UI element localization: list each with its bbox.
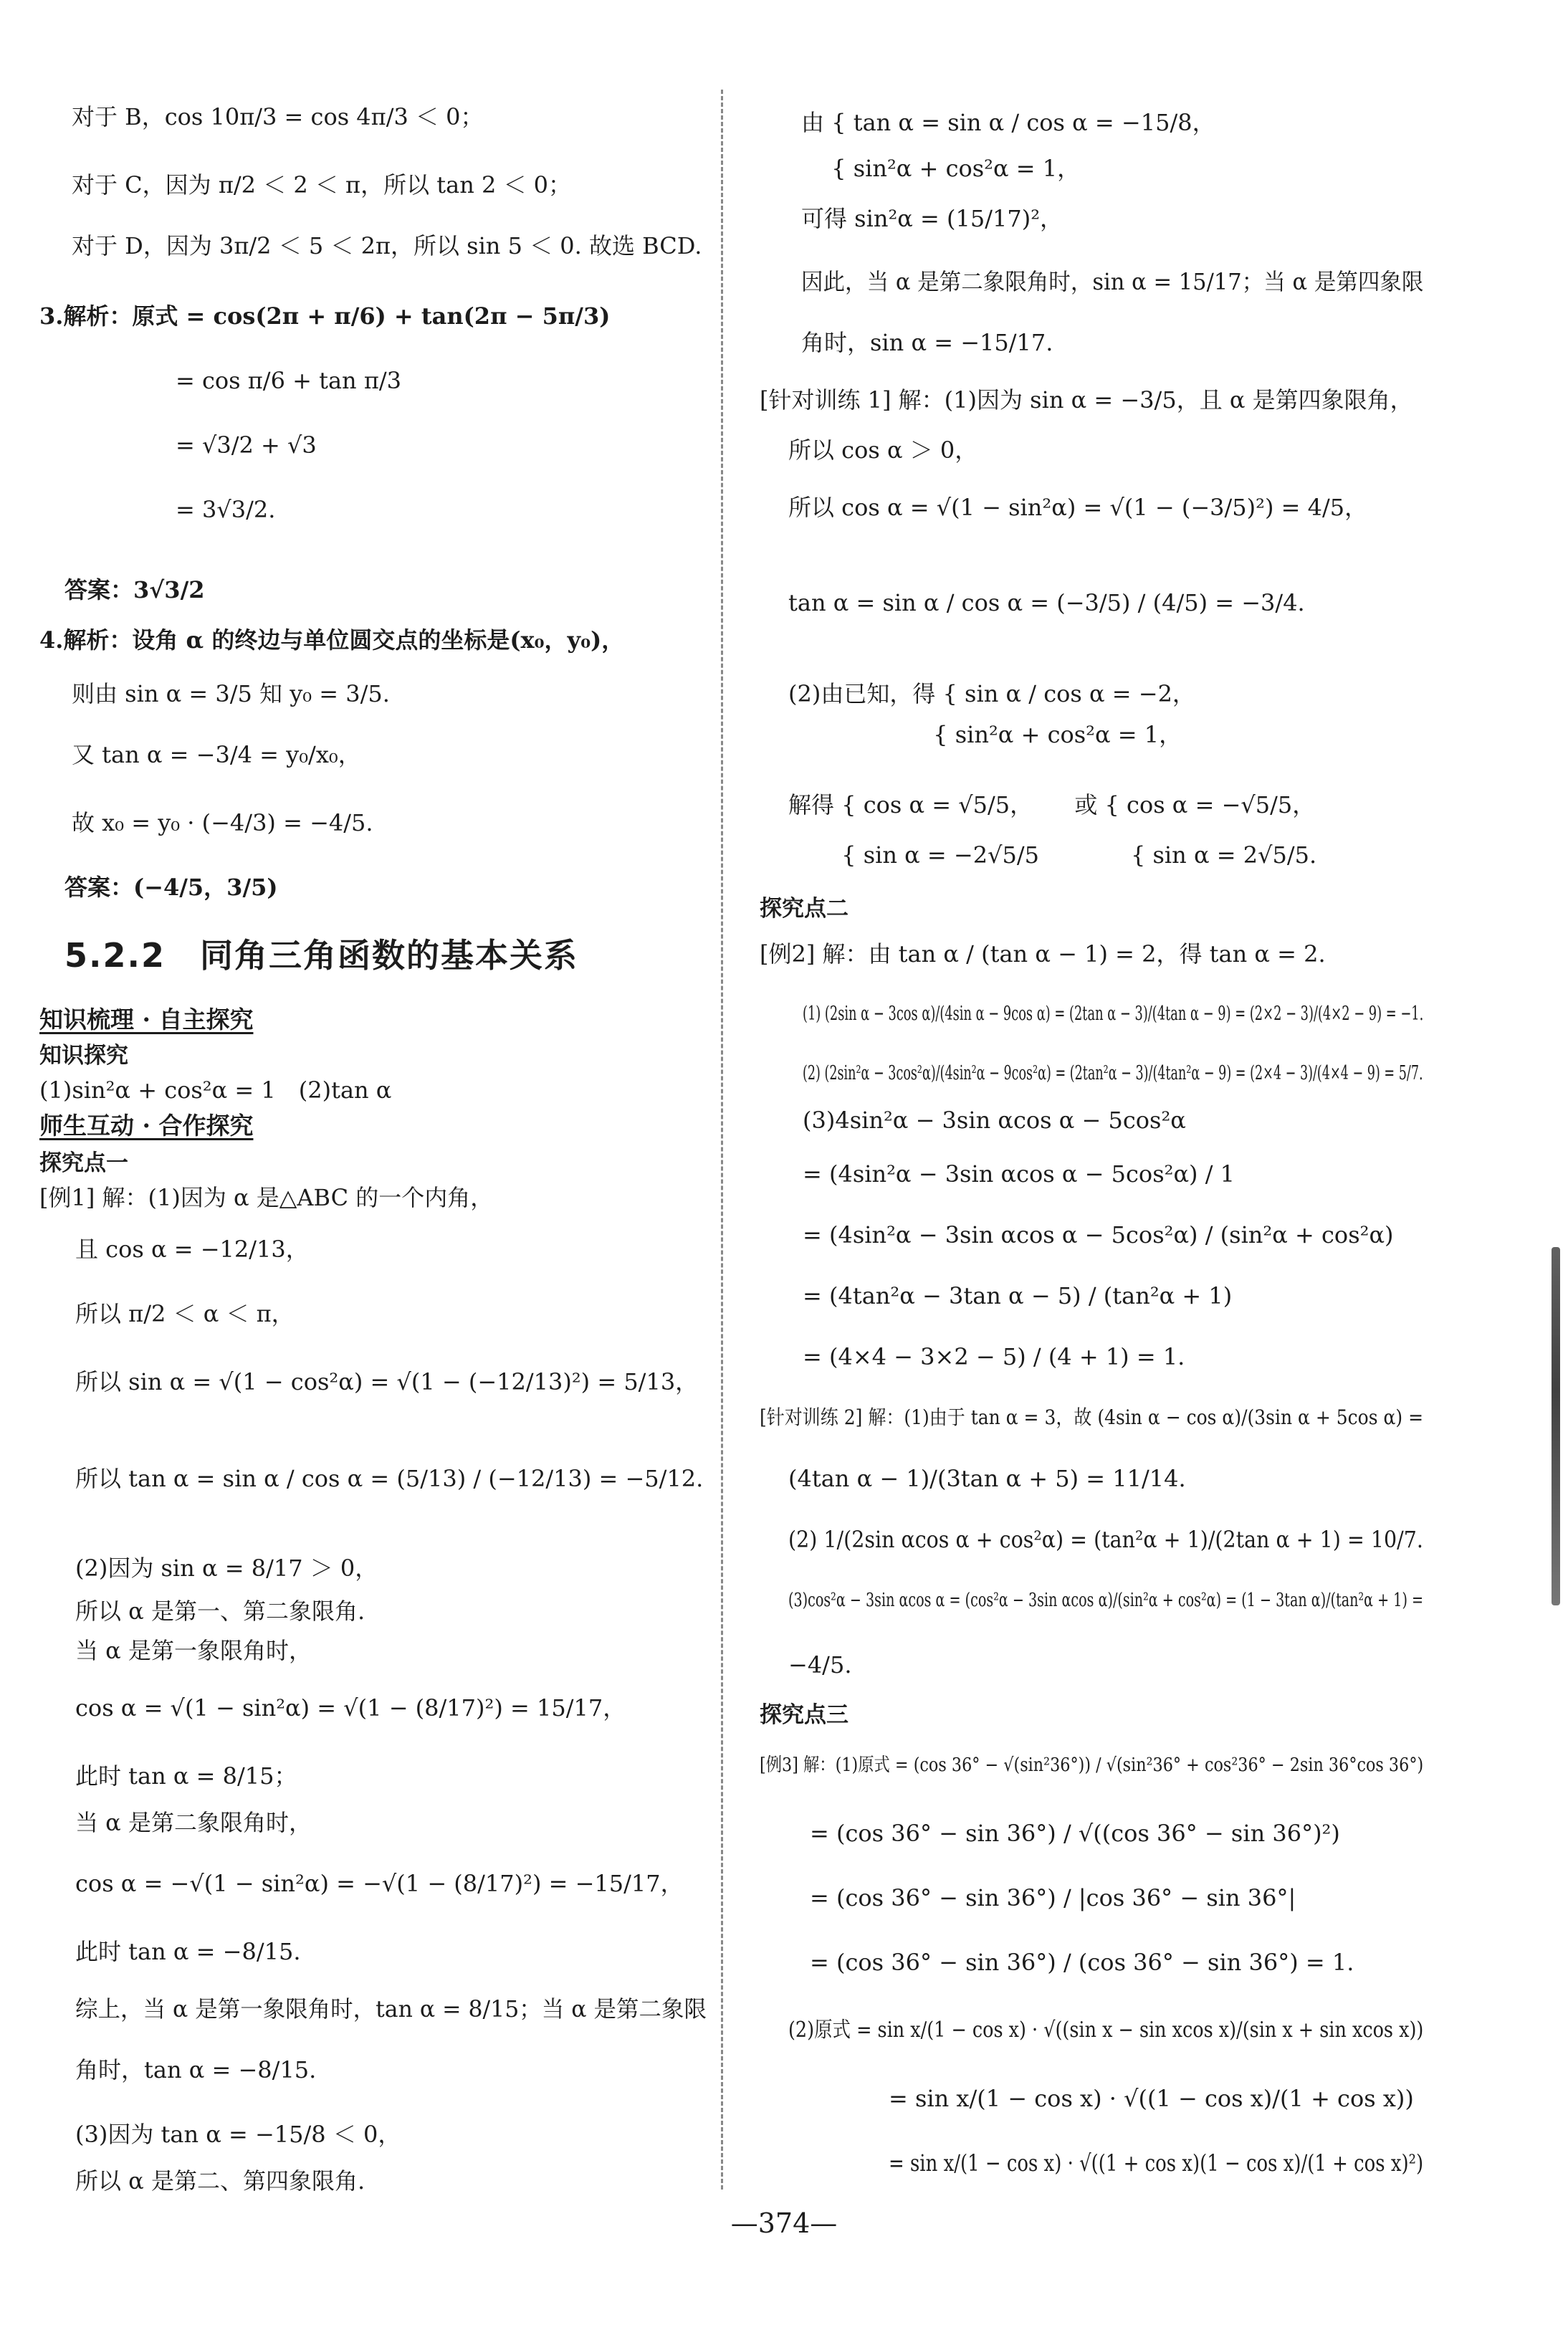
math-step: = (4sin²α − 3sin αcos α − 5cos²α) / (sin²α + cos²α)	[803, 1221, 1394, 1248]
text-line: 对于 C，因为 π/2 ＜ 2 ＜ π，所以 tan 2 ＜ 0；	[72, 171, 572, 199]
text-line: 角时，sin α = −15/17.	[801, 329, 1053, 356]
text-line: (2)因为 sin α = 8/17 ＞ 0，	[75, 1555, 378, 1582]
text-line: 角时，tan α = −8/15.	[75, 2056, 317, 2083]
math-step: (3)4sin²α − 3sin αcos α − 5cos²α	[803, 1107, 1186, 1134]
text-line: 故 x₀ = y₀ · (−4/3) = −4/5.	[72, 809, 373, 836]
text-line: 所以 α 是第二、第四象限角.	[75, 2167, 365, 2195]
math-step: = (4sin²α − 3sin αcos α − 5cos²α) / 1	[803, 1160, 1235, 1188]
solution-heading: 4.解析：设角 α 的终边与单位圆交点的坐标是(x₀，y₀)，	[39, 626, 625, 654]
subheading: 探究点二	[760, 896, 848, 922]
text-line: 所以 cos α ＞ 0，	[788, 436, 978, 464]
math-step: = (4tan²α − 3tan α − 5) / (tan²α + 1)	[803, 1282, 1233, 1309]
math-step: = (cos 36° − sin 36°) / |cos 36° − sin 36°|	[810, 1884, 1296, 1911]
scan-edge-mark	[1552, 1247, 1560, 1605]
math-step: cos α = √(1 − sin²α) = √(1 − (8/17)²) = 15/17，	[75, 1694, 626, 1722]
math-step: 所以 tan α = sin α / cos α = (5/13) / (−12/13) = −5/12.	[75, 1465, 704, 1492]
example-heading: [例2] 解：由 tan α / (tan α − 1) = 2，得 tan α = 2.	[760, 940, 1326, 968]
text-line: 且 cos α = −12/13，	[75, 1236, 309, 1263]
math-step: = (4×4 − 3×2 − 5) / (4 + 1) = 1.	[803, 1343, 1185, 1370]
example-heading: [例1] 解：(1)因为 α 是△ABC 的一个内角，	[39, 1184, 494, 1211]
math-step: tan α = sin α / cos α = (−3/5) / (4/5) = −3/4.	[788, 589, 1305, 616]
math-step: (2) (2sin²α − 3cos²α)/(4sin²α − 9cos²α) = (2tan²α − 3)/(4tan²α − 9) = (2×4 − 3)/(4×4 − 9) = 5/7.	[803, 1062, 1423, 1084]
solution-heading: 3.解析：原式 = cos(2π + π/6) + tan(2π − 5π/3)	[39, 302, 611, 330]
text-line: 当 α 是第二象限角时，	[75, 1809, 312, 1836]
page-number: —374—	[730, 2207, 838, 2239]
section-heading: 知识梳理 · 自主探究	[39, 1006, 254, 1033]
math-step: (1) (2sin α − 3cos α)/(4sin α − 9cos α) = (2tan α − 3)/(4tan α − 9) = (2×2 − 3)/(4×2 − 9) = −1.	[803, 1003, 1424, 1025]
math-step: = √3/2 + √3	[176, 431, 317, 459]
exercise-heading: [针对训练 2] 解：(1)由于 tan α = 3，故 (4sin α − cos α)/(3sin α + 5cos α) =	[760, 1405, 1424, 1429]
text-line: 则由 sin α = 3/5 知 y₀ = 3/5.	[72, 680, 390, 707]
math-step: 解得 { cos α = √5/5， 或 { cos α = −√5/5，	[788, 791, 1316, 818]
math-step: −4/5.	[788, 1651, 852, 1679]
math-step: { sin α = −2√5/5 { sin α = 2√5/5.	[788, 841, 1317, 869]
subheading: 探究点一	[39, 1150, 128, 1176]
text-line: 当 α 是第一象限角时，	[75, 1637, 312, 1664]
math-step: = sin x/(1 − cos x) · √((1 + cos x)(1 − cos x)/(1 + cos x)²)	[889, 2149, 1424, 2177]
math-step: = cos π/6 + tan π/3	[176, 367, 401, 394]
column-divider	[721, 90, 723, 2190]
text-line: 此时 tan α = 8/15；	[75, 1762, 297, 1790]
example-heading: [例3] 解：(1)原式 = (cos 36° − √(sin²36°)) / √(sin²36° + cos²36° − 2sin 36°cos 36°)	[760, 1754, 1424, 1776]
math-step: = (cos 36° − sin 36°) / (cos 36° − sin 36°) = 1.	[810, 1949, 1354, 1976]
math-step: 所以 sin α = √(1 − cos²α) = √(1 − (−12/13)²) = 5/13，	[75, 1368, 699, 1395]
math-step: = (cos 36° − sin 36°) / √((cos 36° − sin 36°)²)	[810, 1820, 1340, 1847]
subheading: 知识探究	[39, 1043, 128, 1069]
text-line: 此时 tan α = −8/15.	[75, 1938, 301, 1965]
text-line: 所以 π/2 ＜ α ＜ π，	[75, 1300, 295, 1327]
math-step: { sin²α + cos²α = 1，	[801, 155, 1081, 182]
math-step: { sin²α + cos²α = 1，	[788, 721, 1182, 748]
math-step: (2)原式 = sin x/(1 − cos x) · √((sin x − sin xcos x)/(sin x + sin xcos x))	[788, 2018, 1424, 2043]
text-line: 综上，当 α 是第一象限角时，tan α = 8/15；当 α 是第二象限	[75, 1995, 707, 2023]
text-line: 对于 B，cos 10π/3 = cos 4π/3 ＜ 0；	[72, 103, 484, 130]
math-step: (2) 1/(2sin αcos α + cos²α) = (tan²α + 1)/(2tan α + 1) = 10/7.	[788, 1526, 1423, 1553]
text-line: (3)因为 tan α = −15/8 ＜ 0，	[75, 2121, 401, 2148]
text-line: 所以 α 是第一、第二象限角.	[75, 1598, 365, 1625]
text-line: (1)sin²α + cos²α = 1 (2)tan α	[39, 1076, 392, 1104]
math-step: = 3√3/2.	[176, 496, 276, 523]
math-step: (3)cos²α − 3sin αcos α = (cos²α − 3sin αcos α)/(sin²α + cos²α) = (1 − 3tan α)/(tan²α + 1) =	[788, 1590, 1424, 1611]
text-line: 对于 D，因为 3π/2 ＜ 5 ＜ 2π，所以 sin 5 ＜ 0. 故选 BCD.	[72, 232, 702, 259]
text-line: 因此，当 α 是第二象限角时，sin α = 15/17；当 α 是第四象限	[801, 268, 1424, 295]
math-step: = sin x/(1 − cos x) · √((1 − cos x)/(1 + cos x))	[889, 2085, 1414, 2112]
answer-line: 答案：3√3/2	[64, 576, 205, 603]
left-column	[39, 0, 709, 2193]
math-step: (4tan α − 1)/(3tan α + 5) = 11/14.	[788, 1465, 1186, 1492]
text-line: 又 tan α = −3/4 = y₀/x₀，	[72, 741, 361, 768]
math-step: 所以 cos α = √(1 − sin²α) = √(1 − (−3/5)²) = 4/5，	[788, 494, 1368, 521]
answer-line: 答案：(−4/5，3/5)	[64, 874, 278, 901]
exercise-heading: [针对训练 1] 解：(1)因为 sin α = −3/5，且 α 是第四象限角，	[760, 386, 1413, 414]
text-line: 可得 sin²α = (15/17)²，	[801, 205, 1063, 232]
subheading: 探究点三	[760, 1702, 848, 1728]
math-step: 由 { tan α = sin α / cos α = −15/8，	[801, 109, 1215, 136]
section-title: 5.2.2 同角三角函数的基本关系	[64, 936, 578, 975]
right-column	[752, 0, 1426, 2193]
math-step: (2)由已知，得 { sin α / cos α = −2，	[788, 680, 1195, 707]
section-heading: 师生互动 · 合作探究	[39, 1112, 254, 1140]
math-step: cos α = −√(1 − sin²α) = −√(1 − (8/17)²) = −15/17，	[75, 1870, 684, 1897]
